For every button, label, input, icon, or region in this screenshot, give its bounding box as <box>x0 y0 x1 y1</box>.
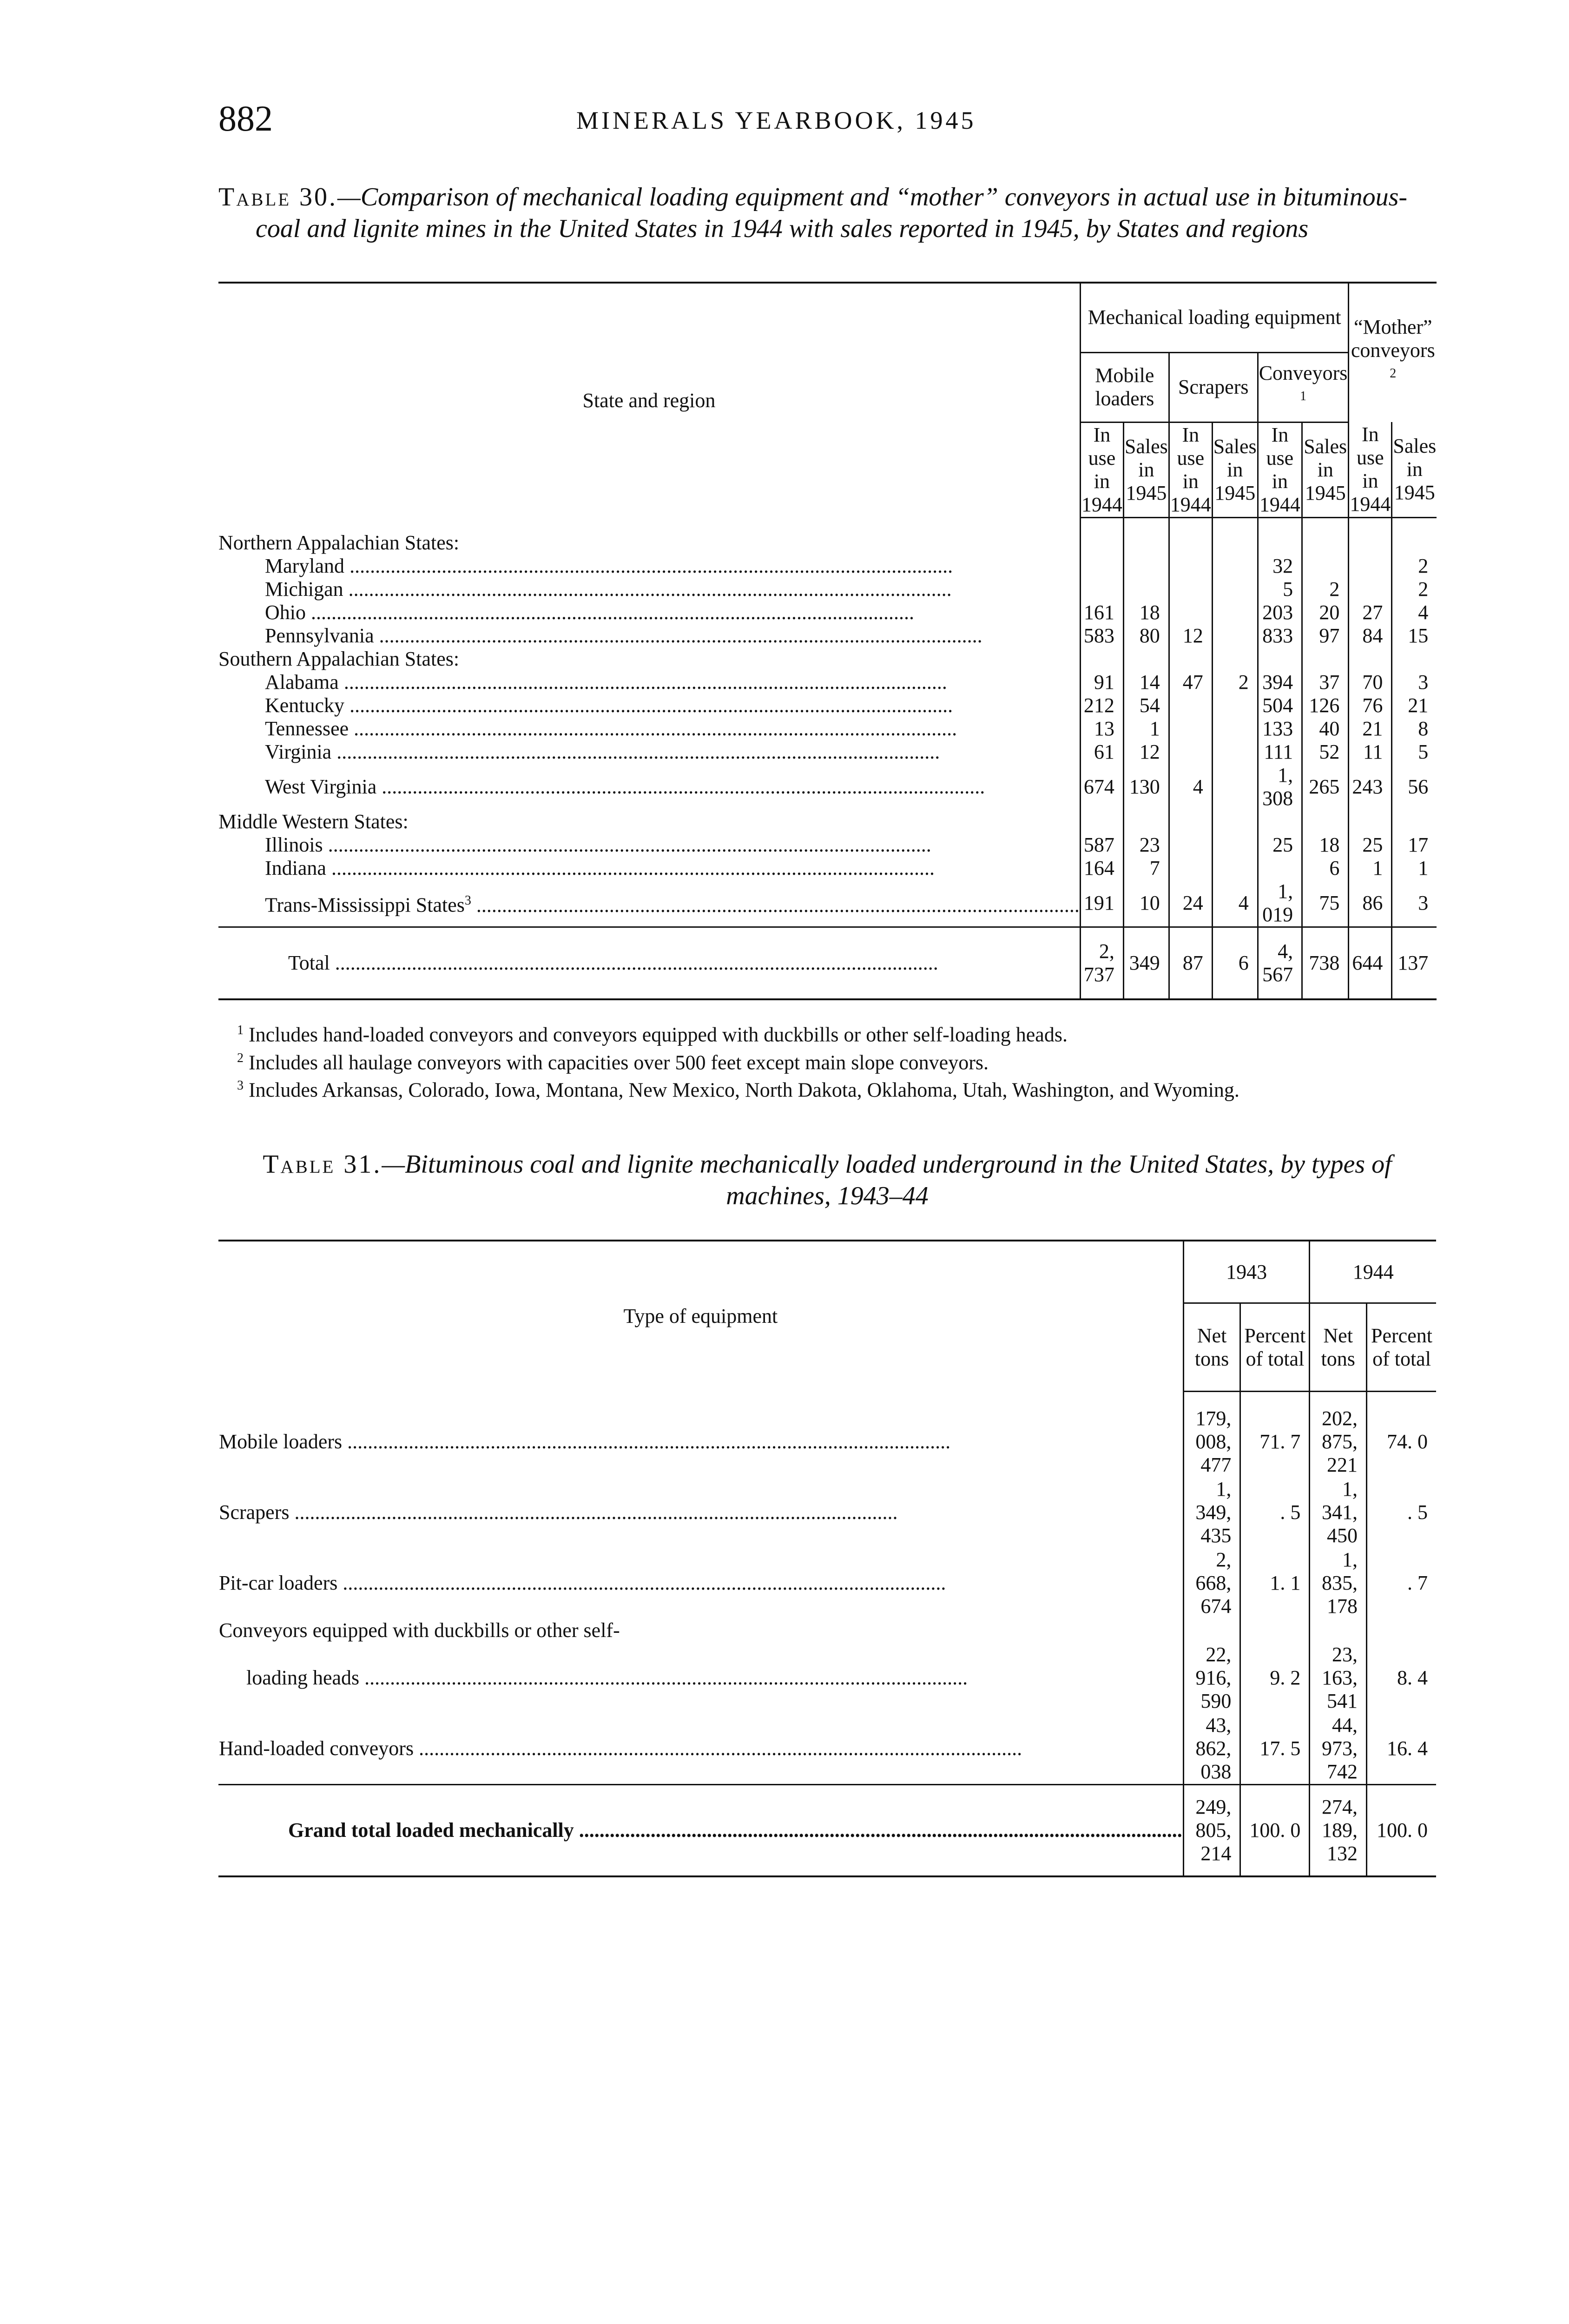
table-cell: 22, 916, 590 <box>1183 1643 1240 1713</box>
table-cell: 191 <box>1080 880 1123 927</box>
total-label: Total ..... <box>218 927 1080 1000</box>
table-cell <box>1212 624 1258 647</box>
table30-group-header: Mechanical loading equipment <box>1080 283 1348 352</box>
table-cell <box>1183 1618 1240 1643</box>
table-cell <box>1212 694 1258 717</box>
total-cell: 2, 737 <box>1080 927 1123 1000</box>
state-name: Illinois ..... <box>265 833 931 856</box>
table-row <box>218 1477 1436 1548</box>
table-cell <box>1169 833 1212 857</box>
total-cell: 274, 189, 132 <box>1310 1784 1367 1876</box>
table-cell: 179, 008, 477 <box>1183 1406 1240 1477</box>
col-net-tons: Net tons <box>1183 1303 1240 1392</box>
table-cell <box>1169 740 1212 764</box>
table30-footnotes <box>218 1019 1436 1102</box>
col-percent: Percent of total <box>1366 1303 1436 1392</box>
group-row <box>218 531 1437 555</box>
table-cell: 18 <box>1302 833 1349 857</box>
col-in-use: In use in 1944 <box>1349 422 1392 517</box>
table-cell: 47 <box>1169 671 1212 694</box>
table-cell: 7 <box>1123 857 1169 880</box>
table-cell <box>1080 578 1123 601</box>
table-cell: 126 <box>1302 694 1349 717</box>
table-cell: 43, 862, 038 <box>1183 1713 1240 1785</box>
table-cell: . 5 <box>1366 1477 1436 1548</box>
table-cell: 164 <box>1080 857 1123 880</box>
table-cell: 1, 349, 435 <box>1183 1477 1240 1548</box>
footnote-text: Includes hand-loaded conveyors and conveyors equipped with duckbills or other self-loading heads. <box>244 1023 1068 1046</box>
table30-title: —Comparison of mechanical loading equipment and “mother” conveyors in actual use in bituminous-coal and lignite mines in the United States in 1944 with sales reported in 1945, by States and regions <box>256 183 1408 243</box>
table-cell: 583 <box>1080 624 1123 647</box>
table30-sub-mobile: Mobile loaders <box>1080 352 1169 422</box>
table-row <box>218 880 1437 927</box>
table-cell: 13 <box>1080 717 1123 740</box>
state-name: West Virginia ..... <box>265 775 985 798</box>
footnote-mark: 3 <box>464 893 471 908</box>
total-cell: 6 <box>1212 927 1258 1000</box>
col-sales: Sales in 1945 <box>1212 422 1258 517</box>
table-cell: 21 <box>1349 717 1392 740</box>
table-row <box>218 601 1437 624</box>
state-name: Trans-Mississippi States <box>265 893 465 917</box>
table-cell: 70 <box>1349 671 1392 694</box>
table-row <box>218 1548 1436 1618</box>
table-cell: 587 <box>1080 833 1123 857</box>
table-cell <box>1169 857 1212 880</box>
table-cell: 18 <box>1123 601 1169 624</box>
table-cell: 161 <box>1080 601 1123 624</box>
equipment-name: Hand-loaded conveyors ..... <box>219 1737 1022 1760</box>
table30-label: Table 30. <box>218 183 338 211</box>
table31 <box>218 1240 1436 1877</box>
state-name: Ohio ..... <box>265 601 914 624</box>
table-cell <box>1123 555 1169 578</box>
table-cell: 27 <box>1349 601 1392 624</box>
table31-label: Table 31. <box>263 1149 382 1179</box>
table-cell: 20 <box>1302 601 1349 624</box>
row-label <box>218 555 1080 578</box>
row-label <box>218 1643 1183 1713</box>
table-cell: 203 <box>1258 601 1302 624</box>
table-cell: 1, 019 <box>1258 880 1302 927</box>
table-cell: 23, 163, 541 <box>1310 1643 1367 1713</box>
table-cell <box>1349 578 1392 601</box>
row-label <box>218 764 1080 810</box>
table-row <box>218 857 1437 880</box>
table31-caption <box>218 1149 1436 1212</box>
spacer-row <box>218 517 1437 531</box>
table-cell <box>1169 555 1212 578</box>
table-cell: 25 <box>1258 833 1302 857</box>
table30-sub-scrapers: Scrapers <box>1169 352 1258 422</box>
table30 <box>218 282 1437 1000</box>
table-cell: 84 <box>1349 624 1392 647</box>
footnote-text: Includes Arkansas, Colorado, Iowa, Montana, New Mexico, North Dakota, Oklahoma, Utah, Washington, and Wyoming. <box>244 1078 1239 1102</box>
state-name: Tennessee ..... <box>265 717 957 740</box>
footnote <box>218 1019 1436 1047</box>
total-cell: 249, 805, 214 <box>1183 1784 1240 1876</box>
table-cell: 3 <box>1392 671 1437 694</box>
table-row <box>218 671 1437 694</box>
page <box>218 98 1436 1877</box>
table-cell: 1 <box>1349 857 1392 880</box>
footnote <box>218 1074 1436 1102</box>
table-cell: 76 <box>1349 694 1392 717</box>
table-cell <box>1212 717 1258 740</box>
state-name: Kentucky ..... <box>265 694 953 717</box>
footnote-mark: 2 <box>237 1050 244 1065</box>
equipment-name: Mobile loaders ..... <box>219 1430 950 1453</box>
row-label <box>218 1548 1183 1618</box>
table-cell: 56 <box>1392 764 1437 810</box>
table30-mother-header: “Mother” conveyors $^2$ <box>1349 283 1437 422</box>
total-cell: 137 <box>1392 927 1437 1000</box>
table-cell: 5 <box>1258 578 1302 601</box>
table-cell: 2 <box>1392 578 1437 601</box>
total-label: Grand total loaded mechanically ..... <box>218 1784 1183 1876</box>
row-label <box>218 833 1080 857</box>
table-cell: 23 <box>1123 833 1169 857</box>
table30-caption <box>218 181 1436 244</box>
table-cell: . 5 <box>1240 1477 1310 1548</box>
table-cell <box>1212 857 1258 880</box>
table-cell <box>1123 578 1169 601</box>
equipment-name: Scrapers ..... <box>219 1501 898 1524</box>
col-sales: Sales in 1945 <box>1302 422 1349 517</box>
state-name: Michigan ..... <box>265 578 952 601</box>
table-cell: 71. 7 <box>1240 1406 1310 1477</box>
group-label: Southern Appalachian States: <box>218 647 460 670</box>
table-cell <box>1240 1618 1310 1643</box>
row-label <box>218 671 1080 694</box>
table-cell: 74. 0 <box>1366 1406 1436 1477</box>
state-name: Alabama ..... <box>265 671 947 693</box>
table-cell: 265 <box>1302 764 1349 810</box>
table-cell <box>1212 833 1258 857</box>
table-cell <box>1366 1618 1436 1643</box>
row-label <box>218 1618 1183 1643</box>
table-cell: 32 <box>1258 555 1302 578</box>
table-cell: 97 <box>1302 624 1349 647</box>
table-cell: 6 <box>1302 857 1349 880</box>
table31-year-1944: 1944 <box>1310 1241 1436 1303</box>
table-row <box>218 1643 1436 1713</box>
footnote-mark: 1 <box>237 1023 244 1037</box>
equipment-name: Conveyors equipped with duckbills or other self- <box>219 1618 620 1642</box>
table-cell: 833 <box>1258 624 1302 647</box>
table-cell: 16. 4 <box>1366 1713 1436 1785</box>
col-in-use: In use in 1944 <box>1258 422 1302 517</box>
table-cell <box>1212 764 1258 810</box>
table-cell: 4 <box>1212 880 1258 927</box>
table-row <box>218 740 1437 764</box>
total-row <box>218 927 1437 1000</box>
table31-body <box>218 1392 1436 1876</box>
row-label <box>218 624 1080 647</box>
table-cell: 2 <box>1392 555 1437 578</box>
table-cell: 1, 835, 178 <box>1310 1548 1367 1618</box>
table-cell: 11 <box>1349 740 1392 764</box>
total-cell: 738 <box>1302 927 1349 1000</box>
table-cell: 75 <box>1302 880 1349 927</box>
table30-body <box>218 517 1437 999</box>
table31-stub-header: Type of equipment <box>623 1305 778 1328</box>
group-row <box>218 647 1437 671</box>
total-cell: 100. 0 <box>1240 1784 1310 1876</box>
total-cell: 644 <box>1349 927 1392 1000</box>
table31-year-1943: 1943 <box>1183 1241 1310 1303</box>
total-cell: 4, 567 <box>1258 927 1302 1000</box>
table-cell <box>1310 1618 1367 1643</box>
table-cell: 61 <box>1080 740 1123 764</box>
table-cell: 17. 5 <box>1240 1713 1310 1785</box>
table-cell: 91 <box>1080 671 1123 694</box>
table-cell: 40 <box>1302 717 1349 740</box>
table-cell <box>1212 578 1258 601</box>
table-cell <box>1169 578 1212 601</box>
table-cell: 14 <box>1123 671 1169 694</box>
table-cell: 202, 875, 221 <box>1310 1406 1367 1477</box>
total-cell: 100. 0 <box>1366 1784 1436 1876</box>
row-label <box>218 717 1080 740</box>
table-cell: 1. 1 <box>1240 1548 1310 1618</box>
table-cell: 12 <box>1169 624 1212 647</box>
table-cell <box>1212 601 1258 624</box>
row-label <box>218 1713 1183 1785</box>
table-cell: 44, 973, 742 <box>1310 1713 1367 1785</box>
table-cell: 15 <box>1392 624 1437 647</box>
table-cell <box>1169 694 1212 717</box>
row-label <box>218 1406 1183 1477</box>
running-head <box>218 98 1436 139</box>
table-cell: 243 <box>1349 764 1392 810</box>
table-cell: 1 <box>1123 717 1169 740</box>
table-row <box>218 1713 1436 1785</box>
table-cell: . 7 <box>1366 1548 1436 1618</box>
table-cell: 12 <box>1123 740 1169 764</box>
table-cell: 504 <box>1258 694 1302 717</box>
table-row <box>218 694 1437 717</box>
col-in-use: In use in 1944 <box>1169 422 1212 517</box>
journal-title: MINERALS YEARBOOK, 1945 <box>576 106 976 134</box>
table-cell <box>1349 555 1392 578</box>
table-cell <box>1258 857 1302 880</box>
equipment-name: loading heads ..... <box>246 1666 968 1689</box>
table-cell <box>1169 717 1212 740</box>
table-row <box>218 1618 1436 1643</box>
footnote <box>218 1047 1436 1075</box>
table-cell: 394 <box>1258 671 1302 694</box>
table-cell: 52 <box>1302 740 1349 764</box>
total-cell: 349 <box>1123 927 1169 1000</box>
table-cell: 3 <box>1392 880 1437 927</box>
table-cell: 86 <box>1349 880 1392 927</box>
state-name: Indiana ..... <box>265 857 935 879</box>
table-cell: 80 <box>1123 624 1169 647</box>
table-cell <box>1212 555 1258 578</box>
table-cell: 111 <box>1258 740 1302 764</box>
table-cell <box>1080 555 1123 578</box>
table-cell: 2 <box>1302 578 1349 601</box>
row-label <box>218 694 1080 717</box>
table30-sub-conveyors: Conveyors $^1$ <box>1258 352 1349 422</box>
table-cell: 2, 668, 674 <box>1183 1548 1240 1618</box>
state-name: Virginia ..... <box>265 740 940 763</box>
col-sales: Sales in 1945 <box>1123 422 1169 517</box>
table-row <box>218 1406 1436 1477</box>
total-row <box>218 1784 1436 1876</box>
row-label <box>218 1477 1183 1548</box>
table-cell: 212 <box>1080 694 1123 717</box>
state-name: Maryland ..... <box>265 555 953 577</box>
row-label <box>218 880 1080 927</box>
table-cell <box>1302 555 1349 578</box>
table-cell: 21 <box>1392 694 1437 717</box>
table-cell: 17 <box>1392 833 1437 857</box>
table-cell: 8 <box>1392 717 1437 740</box>
table-cell: 4 <box>1392 601 1437 624</box>
table-row <box>218 764 1437 810</box>
table-cell: 37 <box>1302 671 1349 694</box>
table-row <box>218 555 1437 578</box>
table-row <box>218 624 1437 647</box>
table-cell: 2 <box>1212 671 1258 694</box>
table-cell <box>1212 740 1258 764</box>
table-cell: 1, 341, 450 <box>1310 1477 1367 1548</box>
col-sales: Sales in 1945 <box>1392 422 1437 517</box>
row-label <box>218 601 1080 624</box>
col-in-use: In use in 1944 <box>1080 422 1123 517</box>
table-row <box>218 833 1437 857</box>
table31-title: —Bituminous coal and lignite mechanically loaded underground in the United States, by types of machines, 1943–44 <box>382 1149 1392 1210</box>
table-cell: 5 <box>1392 740 1437 764</box>
footnote-mark: 3 <box>237 1078 244 1093</box>
table-cell: 24 <box>1169 880 1212 927</box>
page-number: 882 <box>218 98 273 139</box>
table-cell: 1, 308 <box>1258 764 1302 810</box>
table-cell: 1 <box>1392 857 1437 880</box>
col-percent: Percent of total <box>1240 1303 1310 1392</box>
group-label: Middle Western States: <box>218 810 409 833</box>
spacer-row <box>218 1392 1436 1406</box>
table-cell: 130 <box>1123 764 1169 810</box>
total-cell: 87 <box>1169 927 1212 1000</box>
table-cell: 133 <box>1258 717 1302 740</box>
state-name: Pennsylvania ..... <box>265 624 982 647</box>
group-row <box>218 810 1437 833</box>
footnote-text: Includes all haulage conveyors with capacities over 500 feet except main slope conveyors. <box>244 1051 989 1074</box>
table-cell: 4 <box>1169 764 1212 810</box>
table-cell: 8. 4 <box>1366 1643 1436 1713</box>
row-label <box>218 857 1080 880</box>
row-label <box>218 740 1080 764</box>
group-label: Northern Appalachian States: <box>218 531 460 554</box>
equipment-name: Pit-car loaders ..... <box>219 1571 946 1594</box>
table-cell: 9. 2 <box>1240 1643 1310 1713</box>
table30-stub-header: State and region <box>582 389 716 412</box>
row-label <box>218 578 1080 601</box>
table-row <box>218 717 1437 740</box>
table-cell: 10 <box>1123 880 1169 927</box>
col-net-tons: Net tons <box>1310 1303 1367 1392</box>
table-cell: 674 <box>1080 764 1123 810</box>
table-cell: 25 <box>1349 833 1392 857</box>
table-row <box>218 578 1437 601</box>
table-cell: 54 <box>1123 694 1169 717</box>
table-cell <box>1169 601 1212 624</box>
